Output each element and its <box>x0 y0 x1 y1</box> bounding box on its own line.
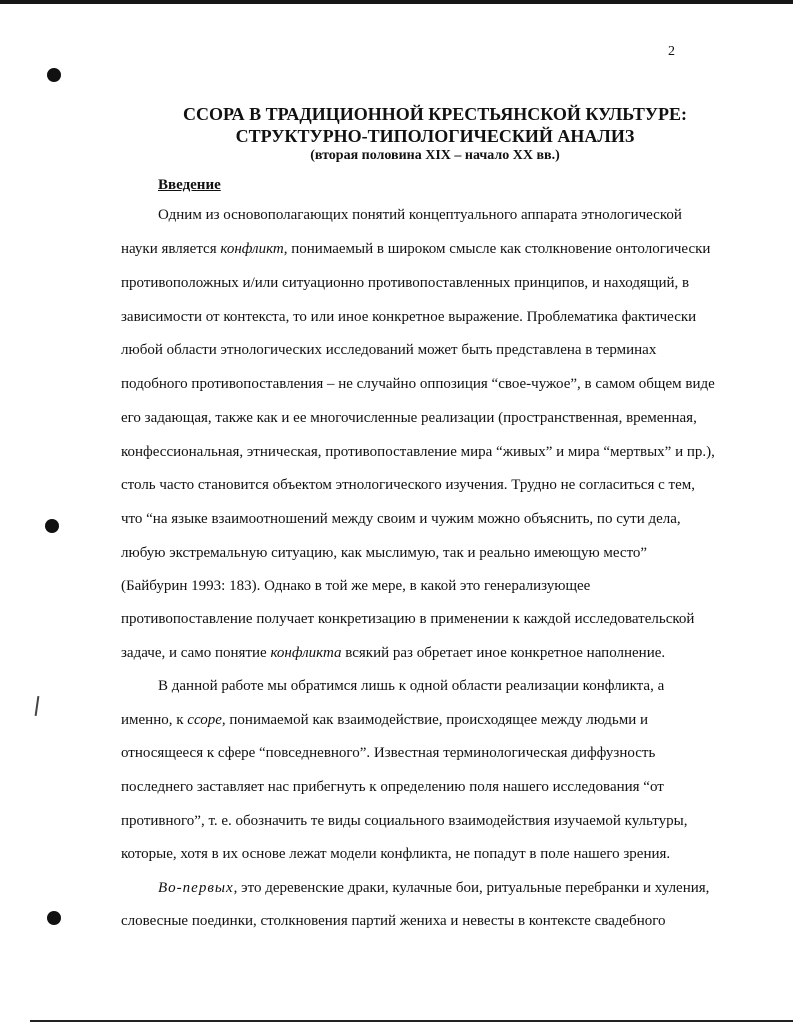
body-line: противоположных и/или ситуационно противопоставленных принципов, и находящий, в <box>121 275 690 291</box>
title-line-2: СТРУКТУРНО-ТИПОЛОГИЧЕСКИЙ АНАЛИЗ <box>235 126 635 146</box>
body-line: его задающая, также как и ее многочисленные реализации (пространственная, временная, <box>121 410 697 426</box>
body-line: противопоставление получает конкретизацию в применении к каждой исследовательской <box>121 611 695 627</box>
italic-term: Во-первых <box>158 880 234 896</box>
body-text: , понимаемой как взаимодействие, происходящее между людьми и <box>221 712 649 728</box>
body-text: , понимаемый в широком смысле как столкновение онтологически <box>283 241 711 257</box>
title-subtitle: (вторая половина XIX – начало XX вв.) <box>310 148 560 163</box>
body-line: (Байбурин 1993: 183). Однако в той же мере, в какой это генерализующее <box>121 578 591 594</box>
body-line <box>121 712 648 729</box>
body-line <box>158 880 709 897</box>
page-number: 2 <box>668 44 675 59</box>
body-text: задаче, и само понятие <box>121 645 271 661</box>
body-line: любую экстремальную ситуацию, как мыслимую, так и реально имеющую место” <box>121 545 648 561</box>
body-line: столь часто становится объектом этнологического изучения. Трудно не согласиться с тем, <box>121 477 695 493</box>
body-text: всякий раз обретает иное конкретное наполнение. <box>341 645 666 661</box>
scan-bottom-edge <box>30 1020 793 1022</box>
body-line <box>121 241 710 258</box>
body-line: относящееся к сфере “повседневного”. Известная терминологическая диффузность <box>121 745 656 761</box>
italic-term: конфликт <box>220 241 284 257</box>
title-line-1: ССОРА В ТРАДИЦИОННОЙ КРЕСТЬЯНСКОЙ КУЛЬТУРЕ: <box>182 104 688 124</box>
body-line: словесные поединки, столкновения партий жениха и невесты в контексте свадебного <box>121 913 666 929</box>
punch-hole-mark <box>47 911 61 925</box>
body-line: любой области этнологических исследований может быть представлена в терминах <box>121 342 657 358</box>
body-line: Одним из основополагающих понятий концептуального аппарата этнологической <box>158 207 682 223</box>
punch-hole-mark <box>45 519 59 533</box>
body-line: что “на языке взаимоотношений между своим и чужим можно объяснить, по сути дела, <box>121 511 681 527</box>
section-heading: Введение <box>158 177 221 193</box>
italic-term: конфликта <box>270 645 342 661</box>
body-line: противного”, т. е. обозначить те виды социального взаимодействия изучаемой культуры, <box>121 813 688 829</box>
punch-hole-mark <box>47 68 61 82</box>
italic-term: ссоре <box>187 712 222 728</box>
body-line <box>121 645 665 662</box>
body-text: науки является <box>121 241 221 257</box>
body-line: подобного противопоставления – не случайно оппозиция “свое-чужое”, в самом общем виде <box>121 376 715 392</box>
scan-top-edge <box>0 0 793 4</box>
body-line: зависимости от контекста, то или иное конкретное выражение. Проблематика фактически <box>121 309 697 325</box>
body-line: конфессиональная, этническая, противопоставление мира “живых” и мира “мертвых” и пр.), <box>121 444 715 460</box>
document-title <box>100 103 770 165</box>
scan-speck <box>35 696 40 716</box>
body-text: именно, к <box>121 712 188 728</box>
body-line: последнего заставляет нас прибегнуть к определению поля нашего исследования “от <box>121 779 664 795</box>
body-line: которые, хотя в их основе лежат модели конфликта, не попадут в поле нашего зрения. <box>121 846 671 862</box>
body-line: В данной работе мы обратимся лишь к одной области реализации конфликта, а <box>158 678 665 694</box>
body-text: , это деревенские драки, кулачные бои, ритуальные перебранки и хуления, <box>233 880 710 896</box>
